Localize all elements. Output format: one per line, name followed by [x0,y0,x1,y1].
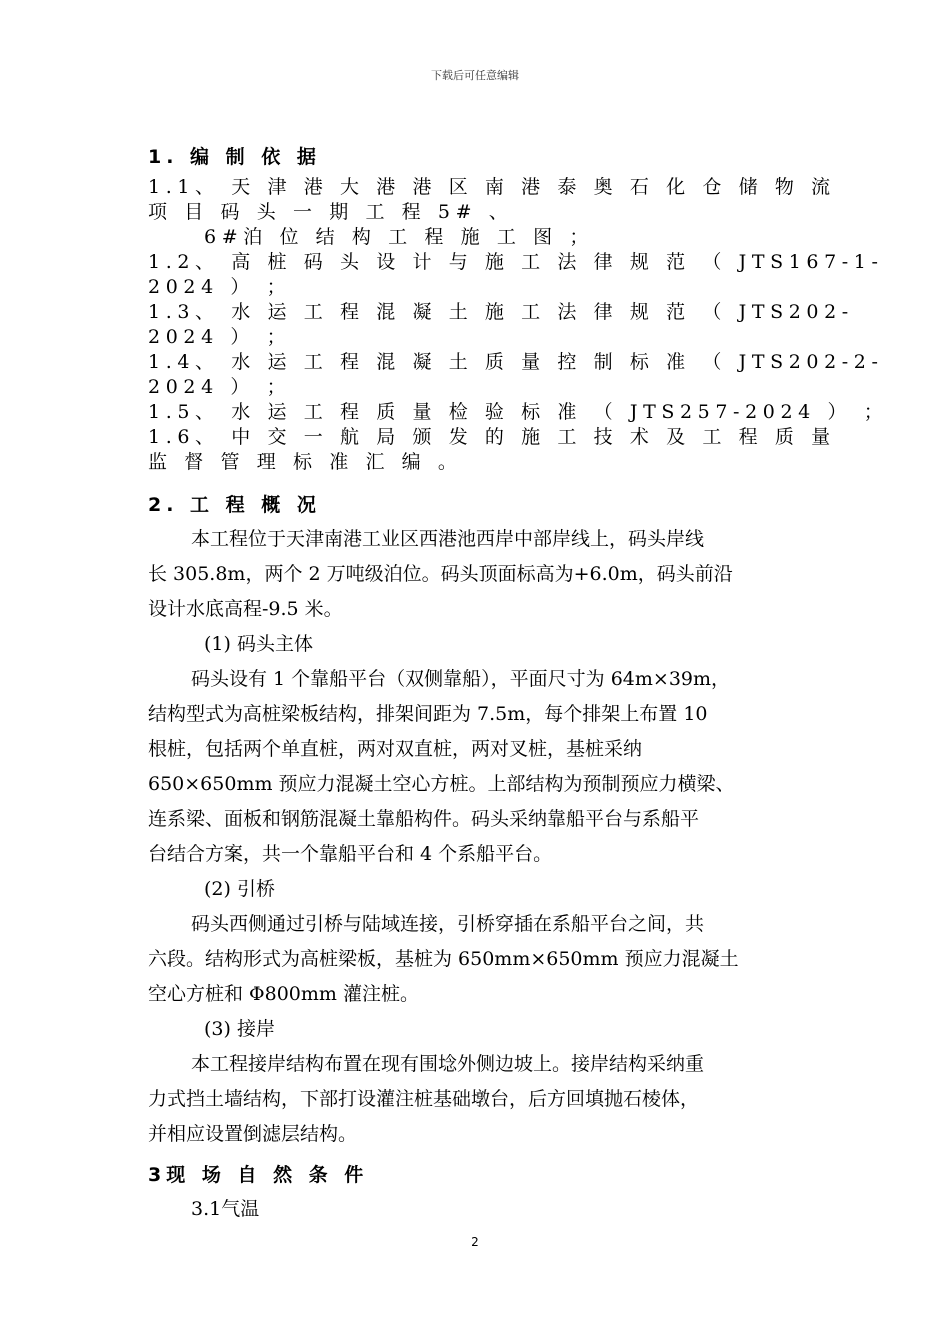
ref-1-line-1: 1.1、 天 津 港 大 港 港 区 南 港 泰 奥 石 化 仓 储 物 流 [148,176,836,198]
ref-1-line-2: 项 目 码 头 一 期 工 程 5# 、 [148,201,514,223]
ref-6-line-2: 监 督 管 理 标 准 汇 编 。 [148,451,463,473]
sub1-line-1: 码头设有 1 个靠船平台（双侧靠船），平面尺寸为 64m×39m， [191,668,731,690]
ref-6-line-1: 1.6、 中 交 一 航 局 颁 发 的 施 工 技 术 及 工 程 质 量 [148,426,836,448]
sub2-line-2: 六段。结构形式为高桩梁板，基桩为 650mm×650mm 预应力混凝土 [148,948,739,970]
subsection-3-title: (3) 接岸 [204,1018,275,1040]
sub1-line-5: 连系梁、面板和钢筋混凝土靠船构件。码头采纳靠船平台与系船平 [148,808,700,830]
subsection-1-title: (1) 码头主体 [204,633,313,655]
ref-1-line-3: 6#泊 位 结 构 工 程 施 工 图 ； [204,226,594,248]
sub2-line-3: 空心方桩和 Φ800mm 灌注桩。 [148,983,419,1005]
ref-3-line-1: 1.3、 水 运 工 程 混 凝 土 施 工 法 律 规 范 （ JTS202- [148,301,854,323]
ref-2-line-1: 1.2、 高 桩 码 头 设 计 与 施 工 法 律 规 范 （ JTS167-1- [148,251,884,273]
sub1-line-2: 结构型式为高桩梁板结构，排架间距为 7.5m，每个排架上布置 10 [148,703,708,725]
intro-line-3: 设计水底高程-9.5 米。 [148,598,343,620]
ref-5-line-1: 1.5、 水 运 工 程 质 量 检 验 标 准 （ JTS257-2024 ） ； [148,401,889,423]
subsection-2-title: (2) 引桥 [204,878,275,900]
subsection-3-1-title: 3.1气温 [191,1198,260,1220]
sub1-line-3: 根桩，包括两个单直桩，两对双直桩，两对叉桩，基桩采纳 [148,738,643,760]
sub2-line-1: 码头西侧通过引桥与陆域连接，引桥穿插在系船平台之间，共 [191,913,705,935]
ref-4-line-2: 2024 ） ； [148,376,292,398]
ref-2-line-2: 2024 ） ； [148,276,292,298]
ref-3-line-2: 2024 ） ； [148,326,292,348]
intro-line-2: 长 305.8m，两个 2 万吨级泊位。码头顶面标高为+6.0m，码头前沿 [148,563,733,585]
page-number: 2 [471,1235,479,1249]
sub1-line-6: 台结合方案，共一个靠船平台和 4 个系船平台。 [148,843,553,865]
sub3-line-2: 力式挡土墙结构，下部打设灌注桩基础墩台，后方回填抛石棱体， [148,1088,700,1110]
sub3-line-3: 并相应设置倒滤层结构。 [148,1123,358,1145]
sub3-line-1: 本工程接岸结构布置在现有围埝外侧边坡上。接岸结构采纳重 [191,1053,705,1075]
ref-4-line-1: 1.4、 水 运 工 程 混 凝 土 质 量 控 制 标 准 （ JTS202-2- [148,351,884,373]
section-1-title: 1. 编 制 依 据 [148,146,321,168]
section-3-title: 3现 场 自 然 条 件 [148,1164,369,1186]
section-2-title: 2. 工 程 概 况 [148,494,321,516]
page-header: 下载后可任意编辑 [431,69,519,82]
sub1-line-4: 650×650mm 预应力混凝土空心方桩。上部结构为预制预应力横梁、 [148,773,735,795]
intro-line-1: 本工程位于天津南港工业区西港池西岸中部岸线上，码头岸线 [191,528,705,550]
